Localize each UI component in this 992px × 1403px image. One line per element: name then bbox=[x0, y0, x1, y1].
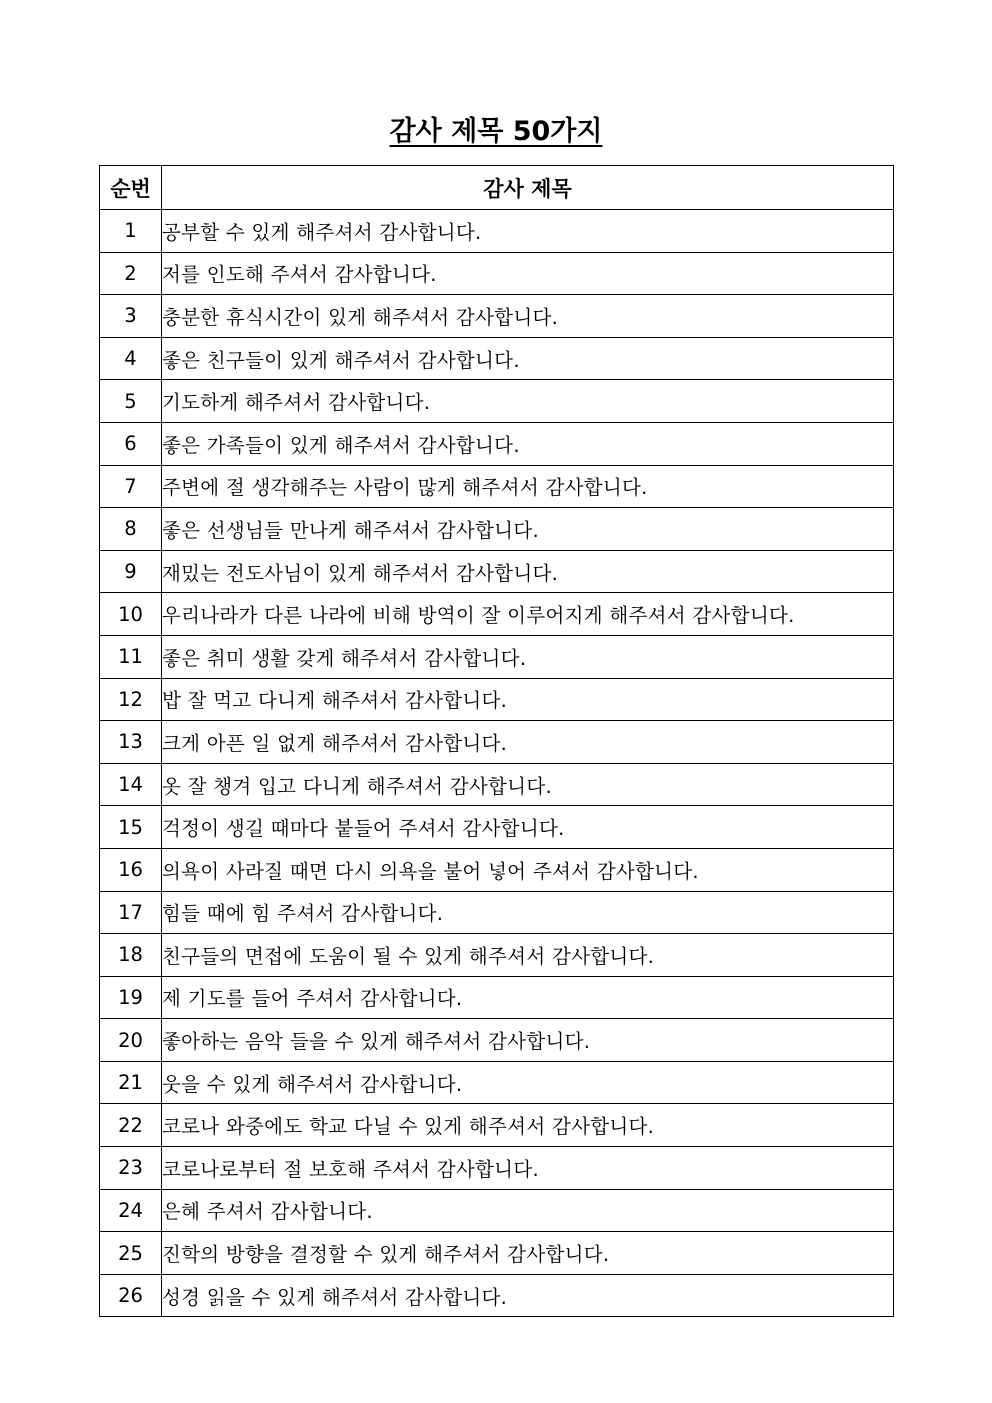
row-number: 16 bbox=[100, 848, 162, 891]
row-gratitude-text: 좋은 친구들이 있게 해주셔서 감사합니다. bbox=[162, 337, 894, 380]
row-number: 22 bbox=[100, 1104, 162, 1147]
row-gratitude-text: 제 기도를 들어 주셔서 감사합니다. bbox=[162, 976, 894, 1019]
table-row bbox=[100, 934, 894, 977]
row-gratitude-text: 걱정이 생길 때마다 붙들어 주셔서 감사합니다. bbox=[162, 806, 894, 849]
table-row bbox=[100, 678, 894, 721]
row-number: 12 bbox=[100, 678, 162, 721]
table-row bbox=[100, 252, 894, 295]
row-gratitude-text: 저를 인도해 주셔서 감사합니다. bbox=[162, 252, 894, 295]
row-gratitude-text: 친구들의 면접에 도움이 될 수 있게 해주셔서 감사합니다. bbox=[162, 934, 894, 977]
row-gratitude-text: 코로나로부터 절 보호해 주셔서 감사합니다. bbox=[162, 1147, 894, 1190]
row-number: 10 bbox=[100, 593, 162, 636]
row-number: 6 bbox=[100, 422, 162, 465]
row-gratitude-text: 좋은 선생님들 만나게 해주셔서 감사합니다. bbox=[162, 508, 894, 551]
document-title-text: 감사 제목 50가지 bbox=[389, 116, 603, 147]
document-title bbox=[0, 112, 992, 152]
row-gratitude-text: 좋은 취미 생활 갖게 해주셔서 감사합니다. bbox=[162, 635, 894, 678]
table-header-row bbox=[100, 166, 894, 210]
row-number: 23 bbox=[100, 1147, 162, 1190]
row-gratitude-text: 재밌는 전도사님이 있게 해주셔서 감사합니다. bbox=[162, 550, 894, 593]
row-gratitude-text: 밥 잘 먹고 다니게 해주셔서 감사합니다. bbox=[162, 678, 894, 721]
table-row bbox=[100, 422, 894, 465]
row-gratitude-text: 힘들 때에 힘 주셔서 감사합니다. bbox=[162, 891, 894, 934]
row-number: 1 bbox=[100, 210, 162, 253]
table-row bbox=[100, 593, 894, 636]
table-row bbox=[100, 1232, 894, 1275]
row-gratitude-text: 코로나 와중에도 학교 다닐 수 있게 해주셔서 감사합니다. bbox=[162, 1104, 894, 1147]
row-number: 7 bbox=[100, 465, 162, 508]
table-row bbox=[100, 1189, 894, 1232]
row-gratitude-text: 좋은 가족들이 있게 해주셔서 감사합니다. bbox=[162, 422, 894, 465]
table-row bbox=[100, 721, 894, 764]
row-number: 11 bbox=[100, 635, 162, 678]
table-row bbox=[100, 1147, 894, 1190]
header-title: 감사 제목 bbox=[162, 166, 894, 210]
row-gratitude-text: 크게 아픈 일 없게 해주셔서 감사합니다. bbox=[162, 721, 894, 764]
header-number: 순번 bbox=[100, 166, 162, 210]
row-number: 2 bbox=[100, 252, 162, 295]
table-body bbox=[100, 210, 894, 1317]
table-row bbox=[100, 1274, 894, 1317]
table-row bbox=[100, 465, 894, 508]
table-row bbox=[100, 976, 894, 1019]
table-row bbox=[100, 508, 894, 551]
row-number: 13 bbox=[100, 721, 162, 764]
row-gratitude-text: 은혜 주셔서 감사합니다. bbox=[162, 1189, 894, 1232]
table-row bbox=[100, 1061, 894, 1104]
row-number: 21 bbox=[100, 1061, 162, 1104]
row-gratitude-text: 공부할 수 있게 해주셔서 감사합니다. bbox=[162, 210, 894, 253]
row-number: 14 bbox=[100, 763, 162, 806]
row-number: 19 bbox=[100, 976, 162, 1019]
gratitude-table bbox=[99, 165, 894, 1317]
row-number: 26 bbox=[100, 1274, 162, 1317]
row-gratitude-text: 좋아하는 음악 들을 수 있게 해주셔서 감사합니다. bbox=[162, 1019, 894, 1062]
row-gratitude-text: 의욕이 사라질 때면 다시 의욕을 불어 넣어 주셔서 감사합니다. bbox=[162, 848, 894, 891]
table-row bbox=[100, 550, 894, 593]
row-number: 20 bbox=[100, 1019, 162, 1062]
row-gratitude-text: 우리나라가 다른 나라에 비해 방역이 잘 이루어지게 해주셔서 감사합니다. bbox=[162, 593, 894, 636]
table-row bbox=[100, 891, 894, 934]
table-row bbox=[100, 337, 894, 380]
row-number: 25 bbox=[100, 1232, 162, 1275]
table-row bbox=[100, 635, 894, 678]
row-number: 24 bbox=[100, 1189, 162, 1232]
table-row bbox=[100, 380, 894, 423]
row-number: 18 bbox=[100, 934, 162, 977]
row-number: 5 bbox=[100, 380, 162, 423]
table-row bbox=[100, 806, 894, 849]
row-gratitude-text: 기도하게 해주셔서 감사합니다. bbox=[162, 380, 894, 423]
row-gratitude-text: 옷 잘 챙겨 입고 다니게 해주셔서 감사합니다. bbox=[162, 763, 894, 806]
row-gratitude-text: 성경 읽을 수 있게 해주셔서 감사합니다. bbox=[162, 1274, 894, 1317]
row-number: 17 bbox=[100, 891, 162, 934]
table-row bbox=[100, 763, 894, 806]
row-gratitude-text: 웃을 수 있게 해주셔서 감사합니다. bbox=[162, 1061, 894, 1104]
row-number: 9 bbox=[100, 550, 162, 593]
row-number: 4 bbox=[100, 337, 162, 380]
row-gratitude-text: 진학의 방향을 결정할 수 있게 해주셔서 감사합니다. bbox=[162, 1232, 894, 1275]
table-row bbox=[100, 1019, 894, 1062]
table-row bbox=[100, 1104, 894, 1147]
row-gratitude-text: 주변에 절 생각해주는 사람이 많게 해주셔서 감사합니다. bbox=[162, 465, 894, 508]
row-number: 8 bbox=[100, 508, 162, 551]
row-number: 15 bbox=[100, 806, 162, 849]
table-row bbox=[100, 848, 894, 891]
row-number: 3 bbox=[100, 295, 162, 338]
table-row bbox=[100, 210, 894, 253]
table-row bbox=[100, 295, 894, 338]
row-gratitude-text: 충분한 휴식시간이 있게 해주셔서 감사합니다. bbox=[162, 295, 894, 338]
